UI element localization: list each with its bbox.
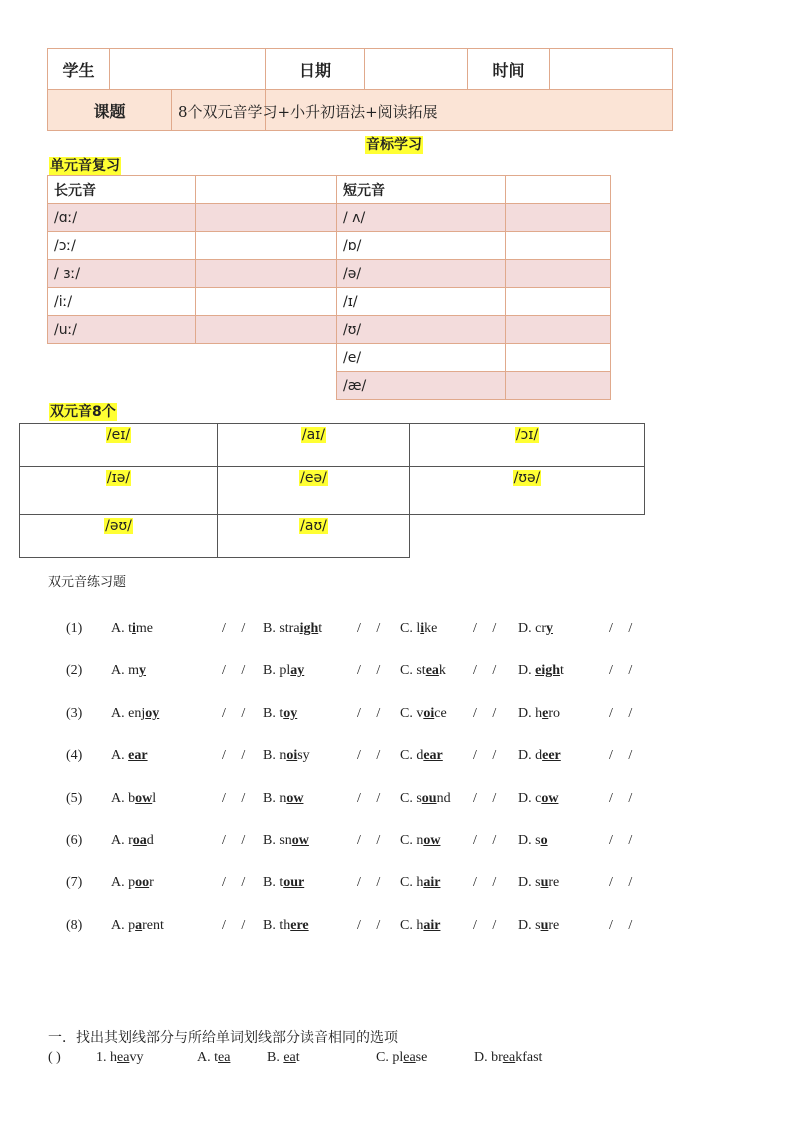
option-part-pre: B. pl xyxy=(263,663,291,679)
phonetic-blank[interactable]: / / xyxy=(357,748,387,764)
option-part-pre: B. n xyxy=(263,748,287,764)
practice-number: (6) xyxy=(66,833,83,848)
phonetic-blank[interactable]: / / xyxy=(222,705,252,721)
option-b xyxy=(263,621,322,637)
diphthong-title: 双元音8个 xyxy=(50,404,116,420)
option-part-mid: ow xyxy=(286,790,304,806)
long-vowel: /uː/ xyxy=(48,316,196,344)
diphthong-symbol: /aʊ/ xyxy=(300,518,327,534)
option-a xyxy=(111,621,153,637)
phonetic-blank[interactable]: / / xyxy=(609,790,639,806)
phonetic-blank[interactable]: / / xyxy=(357,621,387,636)
option-part-post: re xyxy=(548,875,560,891)
option-b xyxy=(263,833,309,849)
phonetic-blank[interactable]: / / xyxy=(222,748,252,764)
option-part-pre: D. s xyxy=(518,833,541,848)
option-part-mid: e xyxy=(542,705,549,721)
option-c[interactable]: C. please xyxy=(376,1050,428,1065)
answer-blank[interactable]: ( ) xyxy=(48,1050,61,1065)
phonetic-blank[interactable]: / / xyxy=(357,917,387,933)
option-part-post: sy xyxy=(297,748,310,764)
long-vowel-header: 长元音 xyxy=(48,176,196,204)
option-d xyxy=(518,791,558,807)
practice-number: (5) xyxy=(66,790,83,806)
short-vowel: /ʊ/ xyxy=(337,316,506,344)
phonetic-blank[interactable]: / / xyxy=(473,917,503,933)
diphthong-table xyxy=(19,423,645,558)
practice-number: (7) xyxy=(66,875,83,891)
question-stem: 1. heavy xyxy=(96,1050,144,1065)
option-part-pre: C. h xyxy=(400,917,424,933)
option-b xyxy=(263,875,304,891)
practice-number: (3) xyxy=(66,705,83,721)
option-a xyxy=(111,918,164,934)
option-part-mid: oa xyxy=(132,833,147,848)
phonetic-blank[interactable]: / / xyxy=(473,621,503,636)
phonetic-blank[interactable]: / / xyxy=(222,833,252,848)
option-part-pre: D. c xyxy=(518,790,542,806)
practice-number: (8) xyxy=(66,917,83,933)
phonetic-blank[interactable]: / / xyxy=(473,875,503,891)
option-a xyxy=(111,748,148,764)
option-part-mid: i xyxy=(132,621,136,636)
option-b xyxy=(263,748,310,764)
option-d xyxy=(518,918,559,934)
phonetic-blank[interactable]: / / xyxy=(609,917,639,933)
option-part-pre: D. h xyxy=(518,705,543,721)
option-part-pre: A. xyxy=(111,748,129,764)
exercise-title: 一．找出其划线部分与所给单词划线部分读音相同的选项 xyxy=(48,1030,398,1046)
option-part-mid: air xyxy=(423,875,441,891)
student-label: 学生 xyxy=(48,49,110,90)
diphthong-symbol: /ɔɪ/ xyxy=(515,427,539,443)
option-part-mid: ear xyxy=(128,748,148,764)
option-part-mid: ea xyxy=(425,663,439,679)
option-part-pre: C. st xyxy=(400,663,426,679)
diphthong-symbol: /eə/ xyxy=(300,470,327,486)
phonetic-blank[interactable]: / / xyxy=(222,621,252,636)
option-a xyxy=(111,706,159,722)
option-part-post: l xyxy=(152,790,157,806)
short-vowel: /ə/ xyxy=(337,260,506,288)
option-part-pre: D. xyxy=(518,663,536,679)
option-c xyxy=(400,706,447,722)
option-part-pre: D. cr xyxy=(518,621,546,636)
phonetic-blank[interactable]: / / xyxy=(222,875,252,891)
time-field[interactable] xyxy=(550,49,673,90)
option-part-mid: u xyxy=(540,875,549,891)
short-vowel: /e/ xyxy=(337,344,506,372)
option-part-mid: oy xyxy=(283,705,298,721)
option-d xyxy=(518,621,553,637)
option-part-mid: ere xyxy=(290,917,309,933)
phonetic-blank[interactable]: / / xyxy=(609,748,639,764)
phonetic-blank[interactable]: / / xyxy=(357,663,387,679)
option-part-pre: D. s xyxy=(518,875,541,891)
short-vowel: /æ/ xyxy=(337,372,506,400)
phonetic-blank[interactable]: / / xyxy=(357,875,387,891)
option-part-mid: ow xyxy=(541,790,559,806)
option-part-mid: ou xyxy=(421,790,437,806)
option-part-mid: air xyxy=(423,917,441,933)
option-part-mid: a xyxy=(135,917,143,933)
long-vowel: /ɔː/ xyxy=(48,232,196,260)
option-part-mid: ow xyxy=(291,833,309,848)
option-c xyxy=(400,663,446,679)
short-vowel: / ʌ/ xyxy=(337,204,506,232)
practice-number: (1) xyxy=(66,621,83,636)
phonetic-blank[interactable]: / / xyxy=(357,705,387,721)
option-b xyxy=(263,706,297,722)
diphthong-symbol: /əʊ/ xyxy=(105,518,132,534)
section-title: 音标学习 xyxy=(366,137,422,153)
long-vowel: / ɜː/ xyxy=(48,260,196,288)
option-part-post: t xyxy=(318,621,323,636)
option-part-pre: A. p xyxy=(111,917,136,933)
option-b xyxy=(263,791,303,807)
diphthong-symbol: /ʊə/ xyxy=(513,470,541,486)
phonetic-blank[interactable]: / / xyxy=(222,790,252,806)
long-vowel: /iː/ xyxy=(48,288,196,316)
date-label: 日期 xyxy=(266,49,365,90)
option-part-mid: ay xyxy=(290,663,305,679)
practice-title: 双元音练习题 xyxy=(48,575,127,590)
option-part-pre: A. b xyxy=(111,790,136,806)
option-part-pre: A. r xyxy=(111,833,133,848)
practice-number: (4) xyxy=(66,748,83,764)
option-part-mid: oi xyxy=(423,705,435,721)
option-part-pre: B. t xyxy=(263,705,284,721)
phonetic-blank[interactable]: / / xyxy=(473,790,503,806)
option-part-post: r xyxy=(149,875,154,891)
option-part-pre: C. d xyxy=(400,748,424,764)
option-c xyxy=(400,833,440,849)
option-part-pre: C. v xyxy=(400,705,424,721)
option-c xyxy=(400,621,437,637)
option-part-mid: our xyxy=(283,875,305,891)
option-part-pre: D. d xyxy=(518,748,543,764)
diphthong-symbol: /ɪə/ xyxy=(106,470,131,486)
short-vowel-header: 短元音 xyxy=(337,176,506,204)
long-vowel: /ɑː/ xyxy=(48,204,196,232)
option-part-post: rent xyxy=(142,917,164,933)
option-part-mid: u xyxy=(540,917,549,933)
option-c xyxy=(400,918,440,934)
phonetic-blank[interactable]: / / xyxy=(609,833,639,848)
topic-label: 课题 xyxy=(48,90,172,130)
student-field[interactable] xyxy=(110,49,266,90)
option-c xyxy=(400,748,443,764)
option-part-mid: ear xyxy=(423,748,443,764)
phonetic-blank[interactable]: / / xyxy=(609,621,639,636)
option-part-mid: igh xyxy=(299,621,319,636)
option-part-mid: oi xyxy=(286,748,298,764)
option-part-pre: B. n xyxy=(263,790,287,806)
option-part-mid: eer xyxy=(542,748,561,764)
date-field[interactable] xyxy=(365,49,468,90)
option-part-post: ro xyxy=(548,705,561,721)
option-b xyxy=(263,918,309,934)
option-part-pre: B. th xyxy=(263,917,291,933)
option-b xyxy=(263,663,304,679)
option-a[interactable]: A. tea xyxy=(197,1050,231,1065)
phonetic-blank[interactable]: / / xyxy=(609,705,639,721)
option-part-mid: oy xyxy=(145,705,160,721)
option-part-mid: eigh xyxy=(535,663,561,679)
option-part-post: k xyxy=(438,663,446,679)
option-part-pre: B. t xyxy=(263,875,284,891)
option-c xyxy=(400,875,440,891)
diphthong-symbol: /aɪ/ xyxy=(301,427,326,443)
option-part-pre: A. t xyxy=(111,621,132,636)
monophthong-table xyxy=(47,175,611,400)
option-part-pre: C. s xyxy=(400,790,422,806)
option-part-pre: A. enj xyxy=(111,705,146,721)
option-d xyxy=(518,833,548,849)
option-part-pre: B. stra xyxy=(263,621,300,636)
option-part-mid: y xyxy=(546,621,553,636)
phonetic-blank[interactable]: / / xyxy=(473,705,503,721)
option-a xyxy=(111,875,154,891)
option-part-post: t xyxy=(560,663,564,679)
option-d[interactable]: D. breakfast xyxy=(474,1050,543,1065)
option-part-post: re xyxy=(548,917,560,933)
phonetic-blank[interactable]: / / xyxy=(473,663,503,679)
option-d xyxy=(518,748,561,764)
option-part-pre: A. p xyxy=(111,875,136,891)
option-part-pre: C. h xyxy=(400,875,424,891)
phonetic-blank[interactable]: / / xyxy=(222,663,252,679)
option-part-post: ke xyxy=(424,621,438,636)
option-d xyxy=(518,875,559,891)
option-d xyxy=(518,706,560,722)
option-a xyxy=(111,663,146,679)
option-part-pre: D. s xyxy=(518,917,541,933)
option-part-pre: C. l xyxy=(400,621,421,636)
option-b[interactable]: B. eat xyxy=(267,1050,300,1065)
option-part-post: ce xyxy=(434,705,447,721)
phonetic-blank[interactable]: / / xyxy=(357,833,387,848)
option-d xyxy=(518,663,564,679)
option-part-post: d xyxy=(146,833,154,848)
time-label: 时间 xyxy=(468,49,550,90)
monophthong-title: 单元音复习 xyxy=(50,158,120,174)
option-part-pre: C. n xyxy=(400,833,424,848)
option-part-mid: o xyxy=(540,833,548,848)
option-part-mid: oo xyxy=(135,875,150,891)
diphthong-symbol: /eɪ/ xyxy=(106,427,131,443)
option-part-mid: i xyxy=(420,621,425,636)
phonetic-blank[interactable]: / / xyxy=(222,917,252,933)
option-part-pre: A. m xyxy=(111,663,139,679)
option-part-post: me xyxy=(135,621,153,636)
phonetic-blank[interactable]: / / xyxy=(609,663,639,679)
option-a xyxy=(111,791,156,807)
option-part-mid: y xyxy=(139,663,146,679)
phonetic-blank[interactable]: / / xyxy=(609,875,639,891)
option-c xyxy=(400,791,451,807)
option-a xyxy=(111,833,154,849)
phonetic-blank[interactable]: / / xyxy=(473,833,503,848)
topic-value-text: 8个双元音学习+小升初语法+阅读拓展 xyxy=(178,103,438,121)
short-vowel: /ɒ/ xyxy=(337,232,506,260)
phonetic-blank[interactable]: / / xyxy=(357,790,387,806)
short-vowel: /ɪ/ xyxy=(337,288,506,316)
option-part-post: nd xyxy=(436,790,451,806)
option-part-mid: ow xyxy=(423,833,441,848)
option-part-pre: B. sn xyxy=(263,833,292,848)
phonetic-blank[interactable]: / / xyxy=(473,748,503,764)
option-part-mid: ow xyxy=(135,790,153,806)
practice-number: (2) xyxy=(66,663,83,679)
